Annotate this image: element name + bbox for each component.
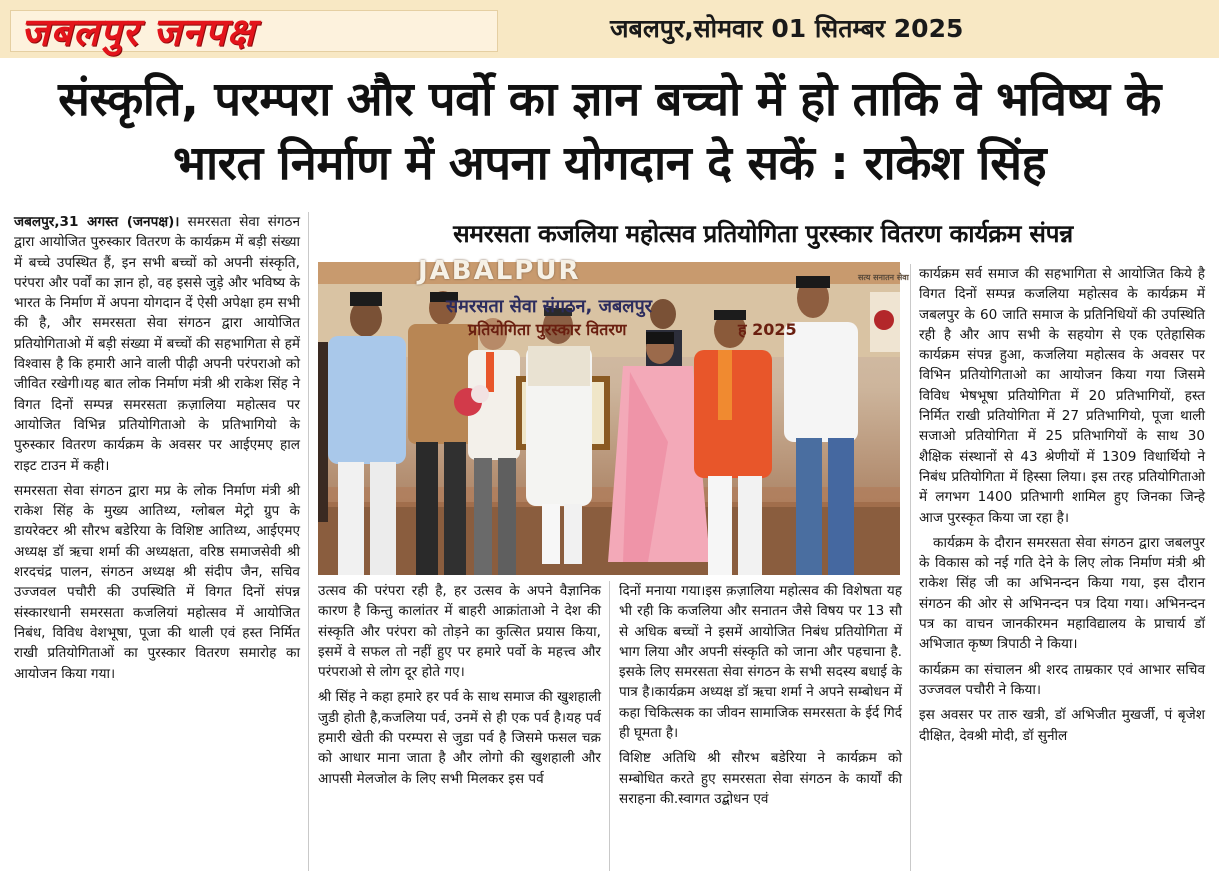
banner-title-text: प्रतियोगिता पुरस्कार वितरण [468, 320, 627, 339]
article-dateline: जबलपुर,31 अगस्त (जनपक्ष)। [14, 214, 180, 230]
article-column-1 [14, 212, 300, 871]
article-column-4 [919, 264, 1205, 871]
article-paragraph: विशिष्ट अतिथि श्री सौरभ बडेरिया ने कार्यक्रम को सम्बोधित करते हुए समरसता सेवा संगठन के कार्यों की सराहना की.स्वागत उद्बोधन एवं [619, 750, 902, 807]
newspaper-logo-text: जबलपुर जनपक्ष [21, 10, 256, 54]
column-divider [308, 212, 309, 871]
masthead [0, 0, 1219, 58]
banner-city-text: JABALPUR [418, 256, 581, 286]
article-paragraph: कार्यक्रम सर्व समाज की सहभागिता से आयोजित किये है विगत दिनों सम्पन्न कजलिया महोत्सव के कार्यक्रम में जबलपुर के 60 जाति समाज के प्रतिनिधियों की उपस्थिति रही है और आप सभी के सहयोग से एक एतेहासिक कार्यक्रम संपन्न हुआ, कजलिया महोत्सव के अवसर पर विभिन प्रतियोगिताओ का आयोजन किया गया जिसमे विविध भेषभूषा प्रतियोगिता में 20 प्रतिभागियों, हस्त निर्मित राखी प्रतियोगिता में 27 प्रतिभागियो, पूजा थाली सजाओ प्रतियोगिता में 25 प्रतिभागियों के साथ 30 शैक्षिक संस्थानों से 43 श्रेणीयों में 1309 विधार्थियो ने निबंध प्रतियोगिता में हिस्सा लिया। इस तरह प्रतियोगिताओ में लगभग 1400 प्रतिभागी शामिल हुए जिनका जिन्हे आज पुरस्कृत किया जा रहा है। [919, 266, 1205, 526]
article-paragraph: इस अवसर पर तारु खत्री, डॉ अभिजीत मुखर्जी, पं बृजेश दीक्षित, देवश्री मोदी, डॉ सुनील [919, 707, 1205, 744]
newspaper-logo [10, 10, 498, 52]
main-headline: संस्कृति, परम्परा और पर्वो का ज्ञान बच्चो में हो ताकि वे भविष्य के भारत निर्माण में अपना योगदान दे सकें : राकेश सिंह [58, 72, 1161, 191]
column-divider [910, 264, 911, 871]
article-column-3 [619, 581, 902, 871]
event-photo [318, 256, 909, 575]
article-paragraph: कार्यक्रम के दौरान समरसता सेवा संगठन द्वारा जबलपुर के विकास को नई गति देने के लिए लोक निर्माण मंत्री श्री राकेश सिंह जी का अभिनन्दन किया गया, इस दौरान संगठन की ओर से अभिनन्दन पत्र दिया गया। अभिनन्दन पत्र का वाचन जानकीरमन महाविद्यालय के प्राचार्य डॉ अभिजात कृष्ण त्रिपाठी ने किया। [919, 534, 1205, 653]
sub-headline: समरसता कजलिया महोत्सव प्रतियोगिता पुरस्कार वितरण कार्यक्रम संपन्न [453, 219, 1073, 248]
article-paragraph-text: समरसता सेवा संगठन द्वारा आयोजित पुरुस्कार वितरण के कार्यक्रम में बड़ी संख्या में बच्चे उपस्थित हैं, इन सभी बच्चों को अपनी संस्कृति, परंपरा और पर्वों का ज्ञान हो, वह इससे जुड़े और भविष्य के भारत के निर्माण में अपना योगदान दें ऐसी अपेक्षा हम सभी की है, और समरसता सेवा संगठन द्वारा आयोजित प्रतियोगिताओ में बड़ी संख्या में बच्चों की सहभागिता से हमें विश्वास है कि हमारी आने वाली पीढ़ी अपनी परंपराओ को जीवित रखेगी।यह बात लोक निर्माण मंत्री श्री राकेश सिंह ने विगत दिनों सम्पन्न समरसता क़ज़ालिया महोत्सव पर आयोजित विभिन्न प्रतियोगिताओ के प्रतिभागियो के पुरुस्कार वितरण कार्यक्रम के अवसर पर आईएमए हाल राइट टाउन में कही। [14, 214, 300, 474]
column-divider [609, 581, 610, 871]
issue-dateline: जबलपुर,सोमवार 01 सितम्बर 2025 [610, 14, 964, 43]
banner-organization-text: समरसता सेवा संगठन, जबलपुर [446, 296, 653, 317]
article-paragraph: श्री सिंह ने कहा हमारे हर पर्व के साथ समाज की खुशहाली जुडी होती है,कजलिया पर्व, उनमें से ही एक पर्व है।यह पर्व हमारी खेती की परम्परा से जुडा पर्व है जिसमे फसल चक्र को आधार माना जाता है और लोगो की खुशहाली और आपसी मेलजोल के लिए सभी मिलकर इस पर्व [318, 689, 601, 787]
article-paragraph: दिनों मनाया गया।इस क़ज़ालिया महोत्सव की विशेषता यह भी रही कि कजलिया और सनातन जैसे विषय पर 13 सौ से अधिक बच्चों ने इसमें आयोजित निबंध प्रतियोगिता में भाग लिया और अपनी संस्कृति को जाना और पहचाना है. इसके लिए समरसता सेवा संगठन के सभी सदस्य बधाई के पात्र है।कार्यक्रम अध्यक्ष डॉ ऋचा शर्मा ने अपने सम्बोधन में कहा चिकित्सक का जीवन सामाजिक समरसता के ईर्द गिर्द ही घूमता है। [619, 583, 902, 742]
banner-year-text: ह 2025 [738, 320, 797, 339]
article-column-2 [318, 581, 601, 871]
article-paragraph: उत्सव की परंपरा रही है, हर उत्सव के अपने वैज्ञानिक कारण है किन्तु कालांतर में बाहरी आक्रांताओ ने देश की संस्कृति और परंपरा को तोड़ने का कुत्सित प्रयास किया, इसमें वे सफल तो नहीं हुए पर हमारे पर्वो के महत्त्व और परंपराओ से लोग दूर होते गए। [318, 583, 601, 681]
article-paragraph: समरसता सेवा संगठन द्वारा मप्र के लोक निर्माण मंत्री श्री राकेश सिंह के मुख्य आतिथ्य, ग्लोबल मेट्रो ग्रुप के डायरेक्टर श्री सौरभ बडेरिया के विशिष्ट आतिथ्य, आईएमए अध्यक्ष डॉ ऋचा शर्मा की अध्यक्षता, वरिष्ठ समाजसेवी श्री शरदचंद्र पालन, संगठन अध्यक्ष श्री संदीप जैन, सचिव उज्जवल पचौरी की उपस्थिति में विगत दिनों संपन्न संस्कारधानी समरसता कजलियां महोत्सव में आयोजित निबंध, विविध वेशभूषा, पूजा की थाली एवं हस्त निर्मित राखी प्रतियोगिताओं का पुरस्कार वितरण समारोह का आयोजन किया गया। [14, 482, 300, 682]
banner-side-text: सत्य सनातन सेवा [858, 273, 909, 282]
article-paragraph: कार्यक्रम का संचालन श्री शरद ताम्रकार एवं आभार सचिव उज्जवल पचौरी ने किया। [919, 661, 1205, 698]
article-paragraph [14, 212, 300, 476]
